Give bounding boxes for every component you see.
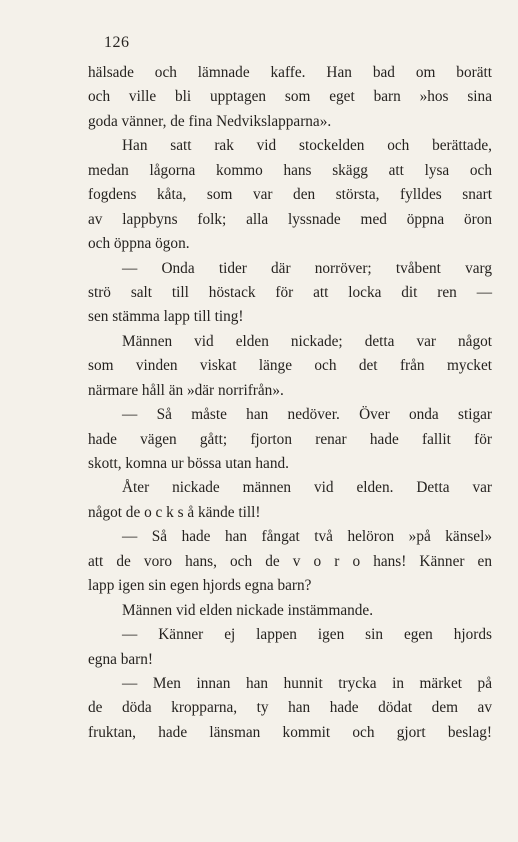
page-number: 126 [104, 34, 130, 51]
text-line: fogdens kåta, som var den största, fylldes snart [88, 186, 492, 204]
text-line: närmare håll än »där norrifrån». [88, 381, 284, 399]
text-line: medan lågorna kommo hans skägg att lysa och [88, 161, 492, 179]
text-line: Han satt rak vid stockelden och berättade, [122, 137, 492, 155]
text-line: och ville bli upptagen som eget barn »hos sina [88, 88, 492, 106]
text-line: — Men innan han hunnit trycka in märket på [122, 674, 492, 692]
text-line: egna barn! [88, 650, 153, 668]
text-line: sen stämma lapp till ting! [88, 308, 244, 326]
text-line: som vinden viskat länge och det från mycket [88, 357, 492, 375]
text-line: skott, komna ur bössa utan hand. [88, 455, 289, 472]
text-line: något de o c k s å kände till! [88, 503, 261, 521]
text-line: av lappbyns folk; alla lyssnade med öppna öron [88, 210, 492, 228]
text-line: — Onda tider där norröver; tvåbent varg [122, 259, 492, 277]
text-line: Männen vid elden nickade; detta var något [122, 332, 492, 350]
text-line: hälsade och lämnade kaffe. Han bad om borätt [88, 64, 492, 81]
text-line: goda vänner, de fina Nedvikslapparna». [88, 112, 332, 130]
text-line: — Så hade han fångat två helöron »på känsel» [122, 528, 492, 546]
text-line: lapp igen sin egen hjords egna barn? [88, 577, 312, 595]
text-line: Männen vid elden nickade instämmande. [122, 601, 374, 619]
text-line: att de voro hans, och de v o r o hans! Känner en [88, 552, 492, 570]
text-line: Åter nickade männen vid elden. Detta var [122, 479, 492, 497]
text-line: strö salt till höstack för att locka dit ren — [88, 283, 492, 301]
text-line: — Så måste han nedöver. Över onda stigar [122, 406, 492, 424]
text-line: — Känner ej lappen igen sin egen hjords [122, 626, 492, 644]
text-line: fruktan, hade länsman kommit och gjort beslag! [88, 723, 492, 741]
body-text [88, 61, 492, 745]
text-line: de döda kropparna, ty han hade dödat dem av [88, 699, 492, 717]
text-line: hade vägen gått; fjorton renar hade fallit för [88, 430, 492, 448]
text-line: och öppna ögon. [88, 235, 190, 253]
